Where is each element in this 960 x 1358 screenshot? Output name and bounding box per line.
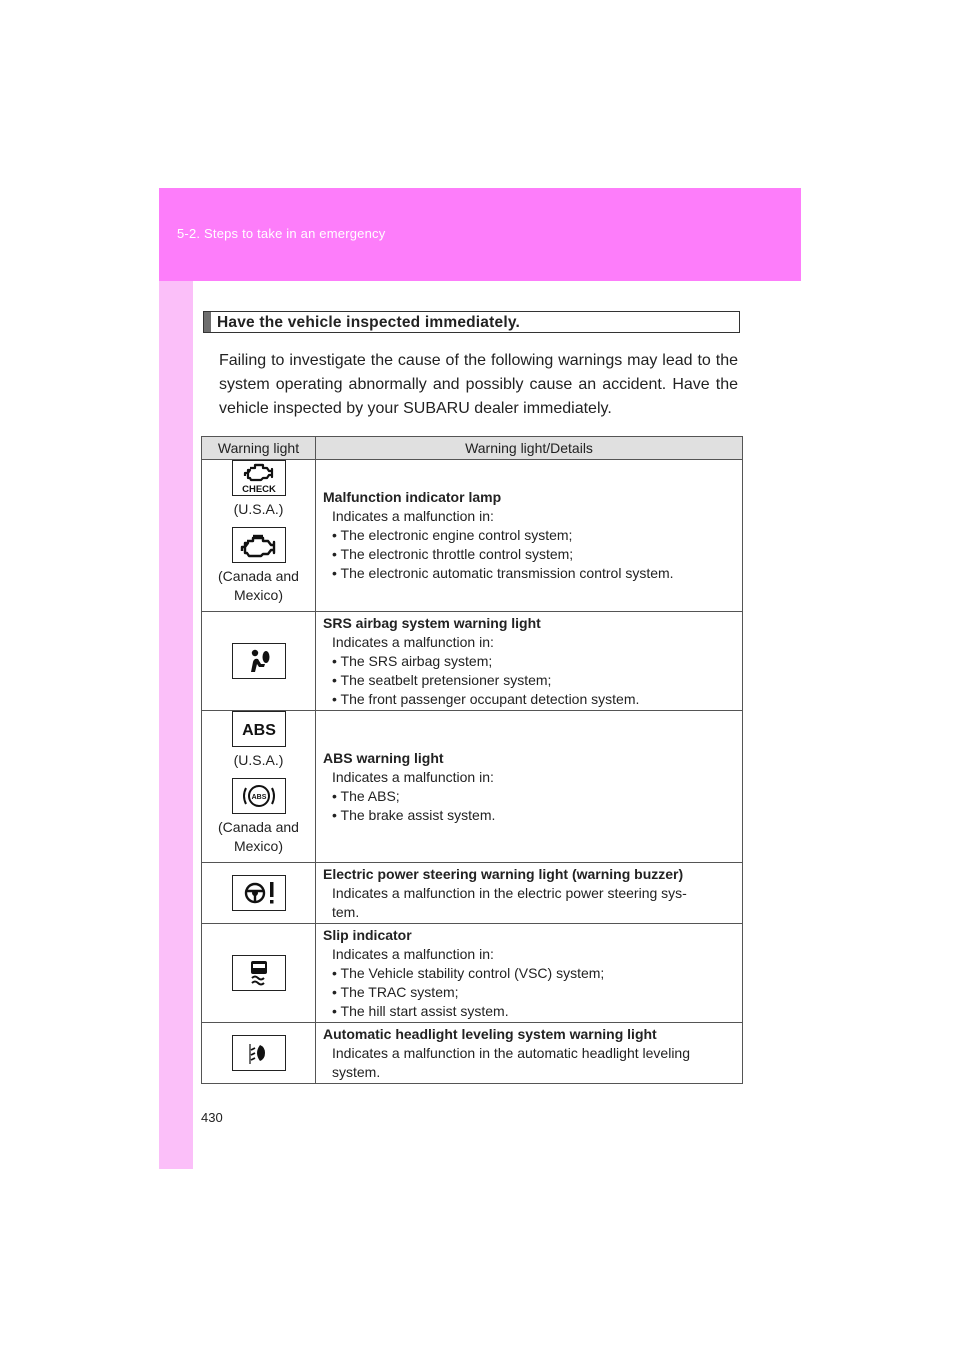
table-row (202, 863, 743, 924)
bullet-item: • The brake assist system. (332, 806, 496, 823)
icon-cell (202, 863, 316, 924)
side-margin-strip (159, 281, 193, 1169)
region-label: (U.S.A.) (233, 752, 284, 768)
warning-sub: Indicates a malfunction in: (332, 945, 494, 962)
details-cell (316, 460, 743, 612)
warning-title: Malfunction indicator lamp (323, 489, 502, 505)
region-line: Mexico) (233, 838, 283, 854)
details-cell (316, 924, 743, 1023)
table-row (202, 711, 743, 863)
bullet-item: • The electronic throttle control system; (332, 546, 574, 562)
icon-cell (202, 1023, 316, 1084)
abs-circle-icon (232, 778, 286, 814)
warning-sub: tem. (332, 903, 360, 920)
icon-cell (202, 924, 316, 1023)
region-label (202, 818, 315, 856)
warning-sub: Indicates a malfunction in the electric power steering sys- (332, 884, 687, 901)
col-header-details: Warning light/Details (316, 437, 743, 460)
srs-airbag-icon (232, 643, 286, 679)
details-cell (316, 612, 743, 711)
headlight-leveling-icon (232, 1035, 286, 1071)
page-number: 430 (201, 1110, 223, 1125)
section-heading (203, 311, 740, 333)
table-row (202, 924, 743, 1023)
icon-cell (202, 612, 316, 711)
slip-indicator-icon (232, 955, 286, 991)
bullet-item: • The electronic automatic transmission control system. (332, 565, 674, 581)
warning-title: ABS warning light (323, 749, 444, 766)
region-label: (U.S.A.) (233, 501, 284, 517)
section-heading-tab (204, 312, 211, 332)
details-cell (316, 863, 743, 924)
bullet-item: • The ABS; (332, 787, 400, 804)
warning-sub: Indicates a malfunction in: (332, 633, 494, 650)
breadcrumb: 5-2. Steps to take in an emergency (177, 226, 386, 241)
region-label (202, 567, 315, 605)
table-row (202, 460, 743, 612)
bullet-item: • The TRAC system; (332, 983, 459, 1000)
engine-icon (232, 527, 286, 563)
bullet-item: • The front passenger occupant detection system. (332, 690, 640, 707)
region-line: Mexico) (233, 587, 283, 603)
table-row (202, 612, 743, 711)
abs-circle-label: ABS (251, 794, 266, 801)
warning-title: SRS airbag system warning light (323, 614, 541, 631)
warning-title: Slip indicator (323, 926, 412, 943)
bullet-item: • The electronic engine control system; (332, 527, 573, 543)
abs-text-icon (232, 711, 286, 747)
warning-sub: Indicates a malfunction in: (332, 508, 494, 524)
warning-title: Electric power steering warning light (warning buzzer) (323, 865, 684, 882)
region-line: (Canada and (218, 819, 299, 835)
details-cell (316, 711, 743, 863)
bullet-item: • The SRS airbag system; (332, 652, 493, 669)
warning-title: Automatic headlight leveling system warning light (323, 1025, 657, 1042)
section-title: Have the vehicle inspected immediately. (217, 314, 520, 331)
table-row (202, 1023, 743, 1084)
warning-sub: Indicates a malfunction in the automatic headlight leveling (332, 1044, 690, 1061)
check-icon-label: CHECK (241, 484, 276, 495)
power-steering-icon (232, 875, 286, 911)
abs-icon-label: ABS (241, 722, 276, 739)
region-line: (Canada and (218, 568, 299, 584)
warning-sub: system. (332, 1063, 381, 1080)
warning-sub: Indicates a malfunction in: (332, 768, 494, 785)
bullet-item: • The hill start assist system. (332, 1002, 509, 1019)
bullet-item: • The seatbelt pretensioner system; (332, 671, 552, 688)
icon-cell (202, 460, 316, 612)
icon-cell (202, 711, 316, 863)
check-engine-icon (232, 460, 286, 496)
table-header-row (202, 437, 743, 460)
intro-paragraph: Failing to investigate the cause of the following warnings may lead to the system operating abnormally and possibly cause an accident. Have the vehicle inspected by your SUBARU dealer immediately. (219, 352, 738, 417)
details-cell (316, 1023, 743, 1084)
col-header-warning-light: Warning light (202, 437, 316, 460)
warning-lights-table (201, 436, 743, 1084)
bullet-item: • The Vehicle stability control (VSC) system; (332, 964, 605, 981)
